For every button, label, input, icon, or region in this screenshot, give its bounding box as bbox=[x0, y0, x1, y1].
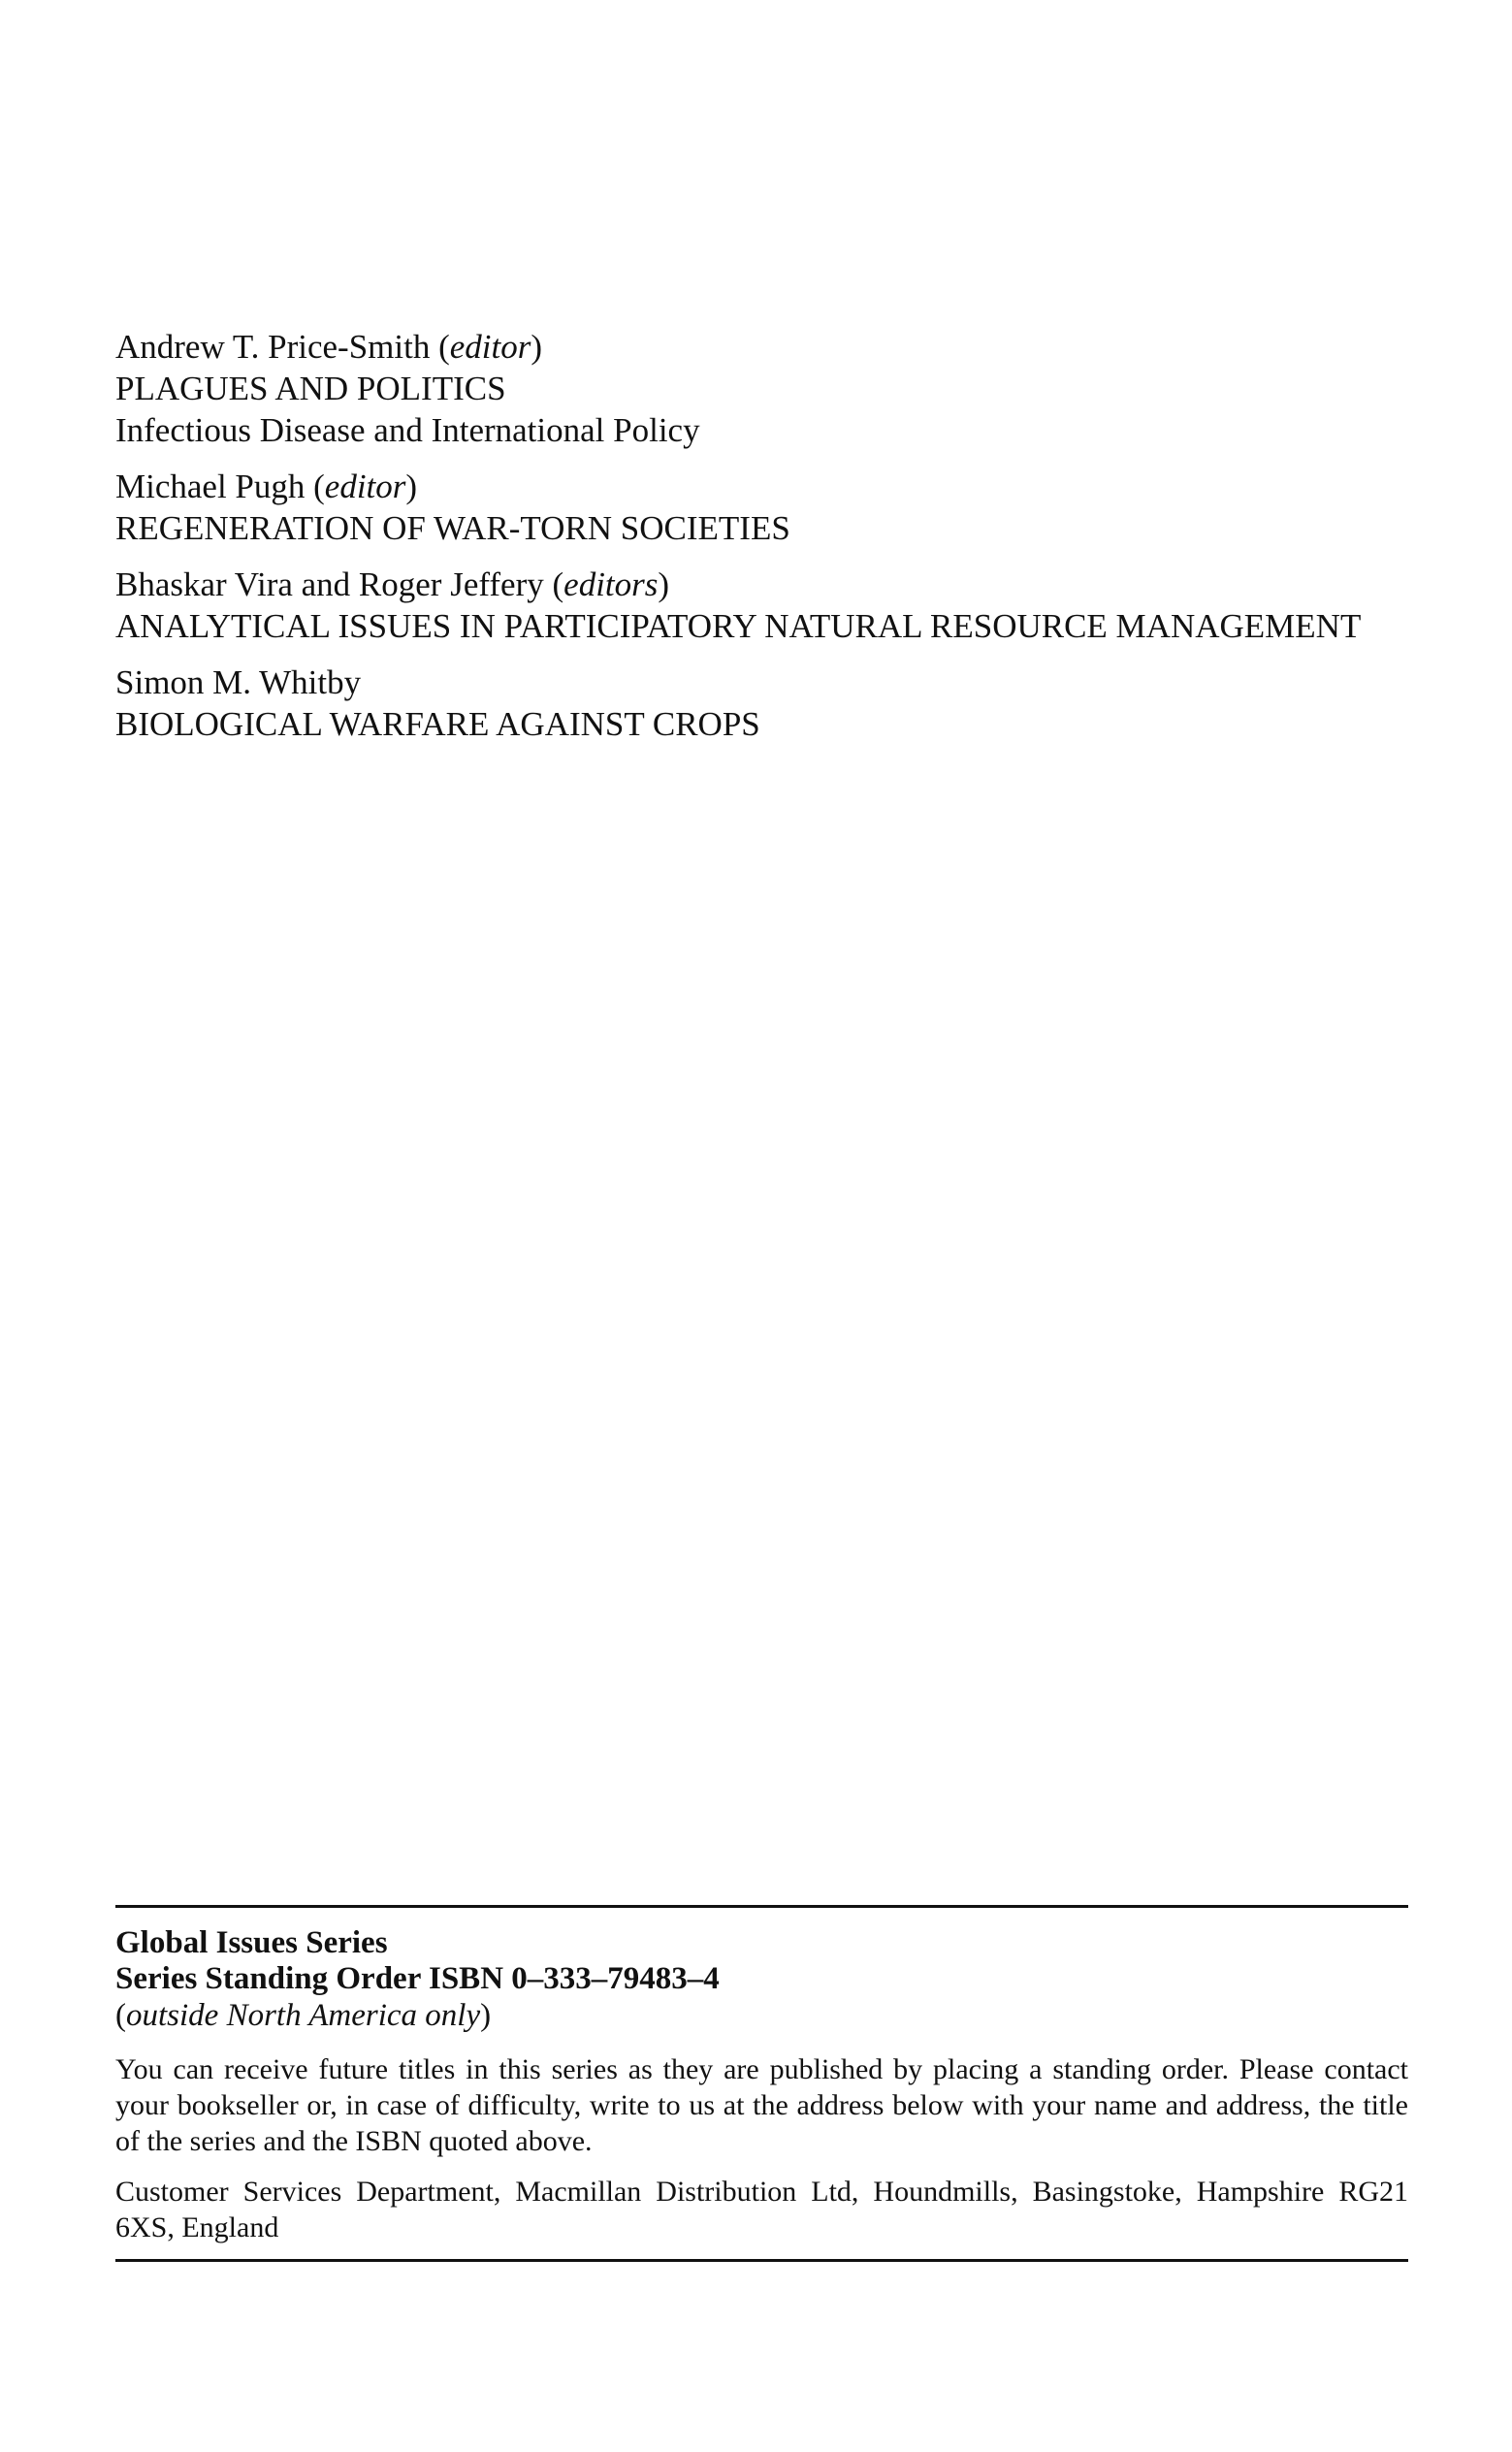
book-entry bbox=[115, 564, 1408, 647]
author-line bbox=[115, 661, 1408, 703]
series-name: Global Issues Series bbox=[115, 1925, 388, 1960]
author-line: Bhaskar Vira and Roger Jeffery (editors) bbox=[115, 565, 670, 603]
customer-services-address: Customer Services Department, Macmillan Distribution Ltd, Houndmills, Basingstoke, Hampshire RG21 6XS, England bbox=[115, 2176, 1408, 2243]
author-role: editor bbox=[449, 328, 531, 366]
book-title: REGENERATION OF WAR-TORN SOCIETIES bbox=[115, 509, 790, 547]
book-entry bbox=[115, 661, 1408, 745]
author-name: Michael Pugh bbox=[115, 468, 306, 505]
book-title: BIOLOGICAL WARFARE AGAINST CROPS bbox=[115, 705, 760, 743]
author-line: Andrew T. Price-Smith (editor) bbox=[115, 328, 543, 366]
book-entry bbox=[115, 326, 1408, 451]
author-name: Bhaskar Vira and Roger Jeffery bbox=[115, 565, 544, 603]
book-subtitle: Infectious Disease and International Policy bbox=[115, 411, 700, 449]
book-title: PLAGUES AND POLITICS bbox=[115, 370, 506, 407]
author-name: Andrew T. Price-Smith bbox=[115, 328, 431, 366]
author-role: editor bbox=[324, 468, 406, 505]
series-note-text: outside North America only bbox=[126, 1998, 481, 2033]
series-note: (outside North America only) bbox=[115, 1998, 492, 2033]
author-role: editors bbox=[563, 565, 659, 603]
book-list bbox=[115, 326, 1408, 759]
standing-order-text: You can receive future titles in this series as they are published by placing a standing order. Please contact your bookseller or, in case of difficulty, write to us at the address below with your name and address, the title of the series and the ISBN quoted above. bbox=[115, 2053, 1408, 2157]
book-title: ANALYTICAL ISSUES IN PARTICIPATORY NATURAL RESOURCE MANAGEMENT bbox=[115, 607, 1362, 645]
book-entry bbox=[115, 466, 1408, 549]
author-name: Simon M. Whitby bbox=[115, 663, 362, 701]
standing-order-box bbox=[115, 1905, 1408, 2262]
series-isbn: Series Standing Order ISBN 0–333–79483–4 bbox=[115, 1961, 720, 1996]
author-line: Michael Pugh (editor) bbox=[115, 468, 418, 505]
